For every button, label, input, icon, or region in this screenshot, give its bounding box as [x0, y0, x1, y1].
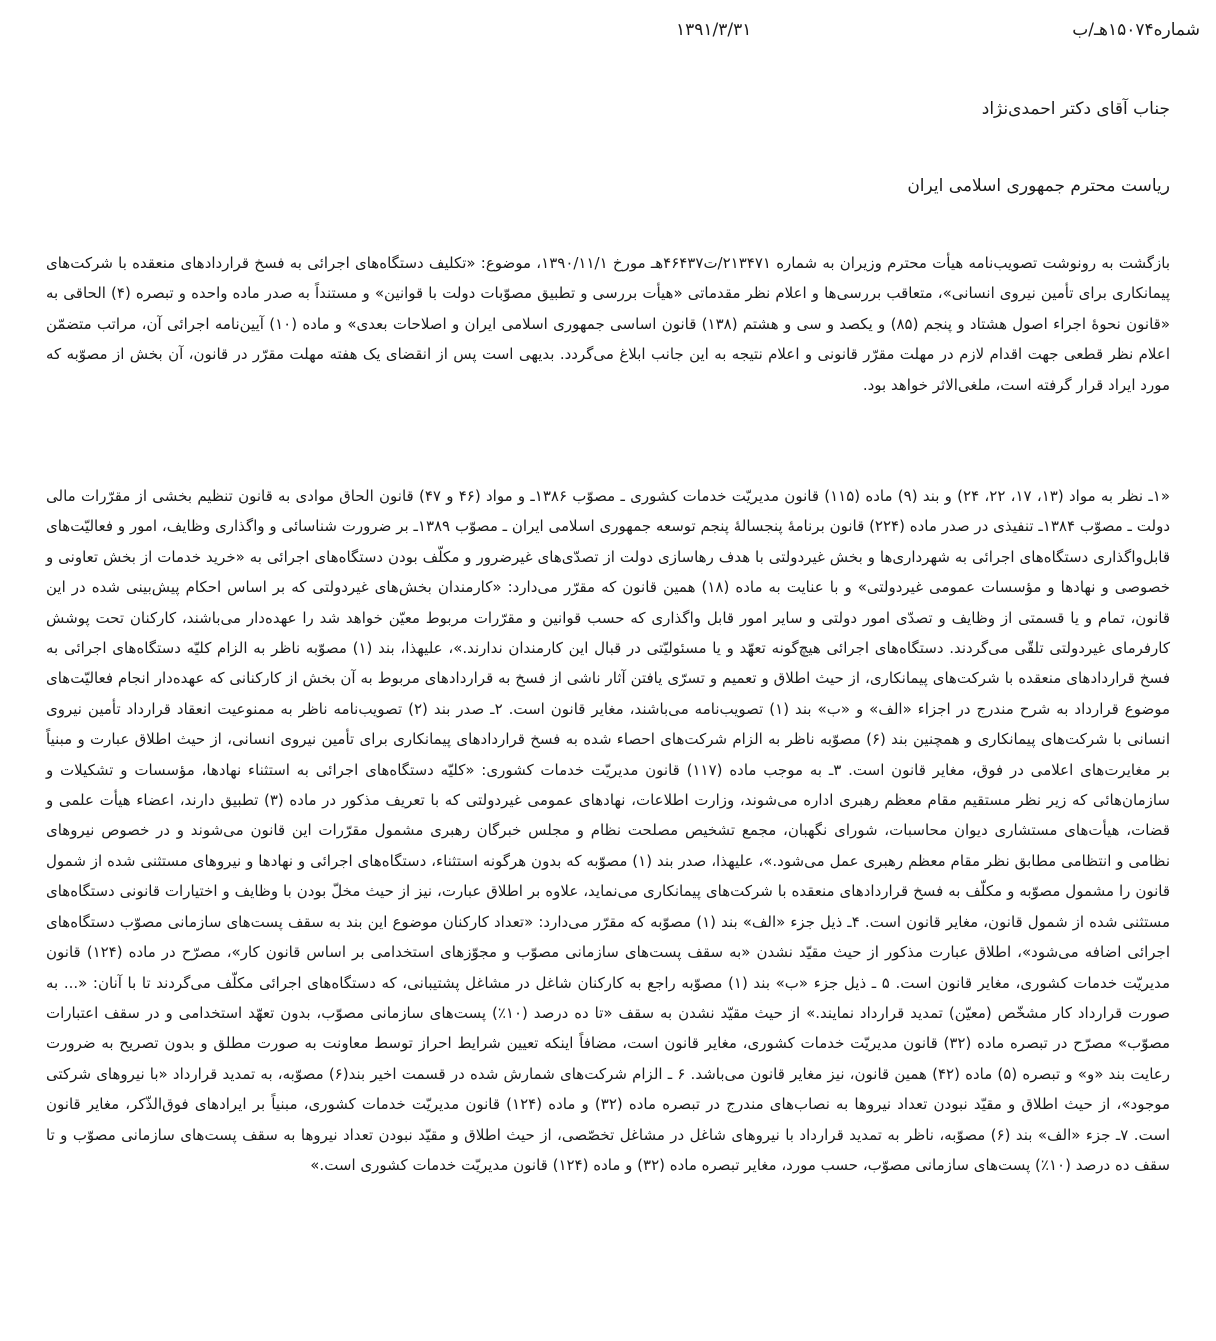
letter-number: شماره۱۵۰۷۴هـ/ب [1072, 20, 1200, 40]
objections-paragraph: «۱ـ نظر به مواد (۱۳، ۱۷، ۲۲، ۲۴) و بند (۹) ماده (۱۱۵) قانون مدیریّت خدمات کشوری ـ مصوّب ۱۳۸۶ـ و مواد (۴۶ و ۴۷) قانون الحاق موادی به قانون تنظیم بخشی از مقرّرات مالی دولت ـ مصوّب ۱۳۸۴ـ تنفیذی در صدر ماده (۲۲۴) قانون برنامهٔ پنجسالهٔ پنجم توسعه جمهوری اسلامی ایران ـ مصوّب ۱۳۸۹ـ بر ضرورت شناسائی و واگذاری وظایف، امور و فعالیّت‌های قابل‌واگذاری دستگاه‌های اجرائی به شهرداری‌ها و بخش غیردولتی با هدف رهاسازی دولت از تصدّی‌های غیرضرور و مکلّف بودن دستگاه‌های اجرائی به «خرید خدمات از بخش تعاونی و خصوصی و نهادها و مؤسسات عمومی غیردولتی» و با عنایت به ماده (۱۸) همین قانون که مقرّر می‌دارد: «کارمندان بخش‌های غیردولتی که بر اساس احکام پیش‌بینی شده در این قانون، تمام و یا قسمتی از وظایف و تصدّی امور دولتی و سایر امور قابل واگذاری که حسب قوانین و مقرّرات مربوط معیّن خواهد شد را عهده‌دار می‌باشند، کارکنان تحت پوشش کارفرمای غیردولتی تلقّی می‌گردند. دستگاه‌های اجرائی هیچ‌گونه تعهّد و یا مسئولیّتی در قبال این کارمندان ندارند.»، علیهذا، بند (۱) مصوّبه ناظر به الزام کلیّه دستگاه‌های اجرائی به فسخ قراردادهای منعقده با شرکت‌های پیمانکاری، از حیث اطلاق و تعمیم و تسرّی یافتن آثار ناشی از فسخ به قراردادهای مربوط به آن بخش از کارکنانی که عهده‌دار انجام فعالیّت‌های موضوع قرارداد به شرح مندرج در اجزاء «الف» و «ب» بند (۱) تصویب‌نامه می‌باشند، مغایر قانون است. ۲ـ صدر بند (۲) تصویب‌نامه ناظر به ممنوعیت انعقاد قرارداد تأمین نیروی انسانی با شرکت‌های پیمانکاری و همچنین بند (۶) مصوّبه ناظر به الزام شرکت‌های احصاء شده به فسخ قراردادهای پیمانکاری برای تأمین نیروی انسانی، از حیث اطلاق عبارت و مبنیاً بر مغایرت‌های اعلامی در فوق، مغایر قانون است. ۳ـ به موجب ماده (۱۱۷) قانون مدیریّت خدمات کشوری: «کلیّه دستگاه‌های اجرائی به استثناء نهادها، مؤسسات و تشکیلات و سازمان‌هائی که زیر نظر مستقیم مقام معظم رهبری اداره می‌شوند، وزارت اطلاعات، نهادهای عمومی غیردولتی که با تعریف مذکور در ماده (۳) تطبیق دارند، اعضاء هیأت علمی و قضات، هیأت‌های مستشاری دیوان محاسبات، شورای نگهبان، مجمع تشخیص مصلحت نظام و مجلس خبرگان رهبری مشمول مقرّرات این قانون می‌شوند و در خصوص نیروهای نظامی و انتظامی مطابق نظر مقام معظم رهبری عمل می‌شود.»، علیهذا، صدر بند (۱) مصوّبه که بدون هرگونه استثناء، دستگاه‌های اجرائی و نهادها و نیروهای مستثنی شده از شمول قانون را مشمول مصوّبه و مکلّف به فسخ قراردادهای منعقده با شرکت‌های پیمانکاری می‌نماید، علاوه بر اطلاق عبارت، نیز از حیث مخلّ بودن با وظایف و اختیارات قانونی دستگاه‌های مستثنی شده از شمول قانون، مغایر قانون است. ۴ـ ذیل جزء «الف» بند (۱) مصوّبه که مقرّر می‌دارد: «تعداد کارکنان موضوع این بند به سقف پست‌های سازمانی مصوّب دستگاه‌های اجرائی اضافه می‌شود»، اطلاق عبارت مذکور از حیث مقیّد نشدن «به سقف پست‌های سازمانی مصوّب و مجوّزهای استخدامی بر اساس قانون کار»، مصرّح در ماده (۱۲۴) قانون مدیریّت خدمات کشوری، مغایر قانون است. ۵ ـ ذیل جزء «ب» بند (۱) مصوّبه راجع به کارکنان شاغل در مشاغل پشتیبانی، که دستگاه‌های اجرائی مکلّف می‌گردند تا با آنان: «... به صورت قرارداد کار مشخّص (معیّن) تمدید قرارداد نمایند.» از حیث مقیّد نشدن به سقف «تا ده درصد (۱۰٪) پست‌های سازمانی مصوّب، بدون تعهّد استخدامی و در سقف اعتبارات مصوّب» مصرّح در تبصره ماده (۳۲) قانون مدیریّت خدمات کشوری، مغایر قانون است، مضافاً اینکه تعیین شرایط احراز توسط معاونت به صورت مطلق و بدون تصریح به ضرورت رعایت بند «و» و تبصره (۵) ماده (۴۲) همین قانون، نیز مغایر قانون می‌باشد. ۶ ـ الزام شرکت‌های شمارش شده در قسمت اخیر بند(۶) مصوّبه، به تمدید قرارداد «با نیروهای شرکتی موجود»، از حیث اطلاق و مقیّد نبودن تعداد نیروها به نصاب‌های مندرج در تبصره ماده (۳۲) و ماده (۱۲۴) قانون مدیریّت خدمات کشوری، مبنیاً بر ایرادهای فوق‌الذّکر، مغایر قانون است. ۷ـ جزء «الف» بند (۶) مصوّبه، ناظر به تمدید قرارداد با نیروهای شاغل در مشاغل تخصّصی، از حیث اطلاق و مقیّد نبودن تعداد نیروها به سقف پست‌های سازمانی مصوّب و تا سقف ده درصد (۱۰٪) پست‌های سازمانی مصوّب، حسب مورد، مغایر تبصره ماده (۳۲) و ماده (۱۲۴) قانون مدیریّت خدمات کشوری است.» [46, 487, 1171, 1174]
addressee-title: ریاست محترم جمهوری اسلامی ایران [907, 176, 1170, 196]
intro-paragraph: بازگشت به رونوشت تصویب‌نامه هیأت محترم وزیران به شماره ۲۱۳۴۷۱/ت۴۶۴۳۷هـ مورخ ۱۳۹۰/۱۱/۱، موضوع: «تکلیف دستگاه‌های اجرائی به فسخ قراردادهای منعقده با شرکت‌های پیمانکاری برای تأمین نیروی انسانی»، متعاقب بررسی‌ها و اعلام نظر مقدماتی «هیأت بررسی و تطبیق مصوّبات دولت با قوانین» و مستنداً به صدر ماده واحده و تبصره (۴) الحاقی به «قانون نحوهٔ اجراء اصول هشتاد و پنجم (۸۵) و یکصد و سی و هشتم (۱۳۸) قانون اساسی جمهوری اسلامی ایران و اصلاحات بعدی» و ماده (۱۰) آیین‌نامه اجرائی آن، مراتب متضمّن اعلام نظر قطعی جهت اقدام لازم در مهلت مقرّر قانونی و اعلام نتیجه به این جانب ابلاغ می‌گردد. بدیهی است پس از انقضای یک هفته مهلت مقرّر در قانون، آن بخش از مصوّبه که مورد ایراد قرار گرفته است، ملغی‌الاثر خواهد بود. [46, 254, 1171, 394]
addressee-name: جناب آقای دکتر احمدی‌نژاد [981, 99, 1170, 119]
letter-date: ۱۳۹۱/۳/۳۱ [676, 20, 752, 40]
